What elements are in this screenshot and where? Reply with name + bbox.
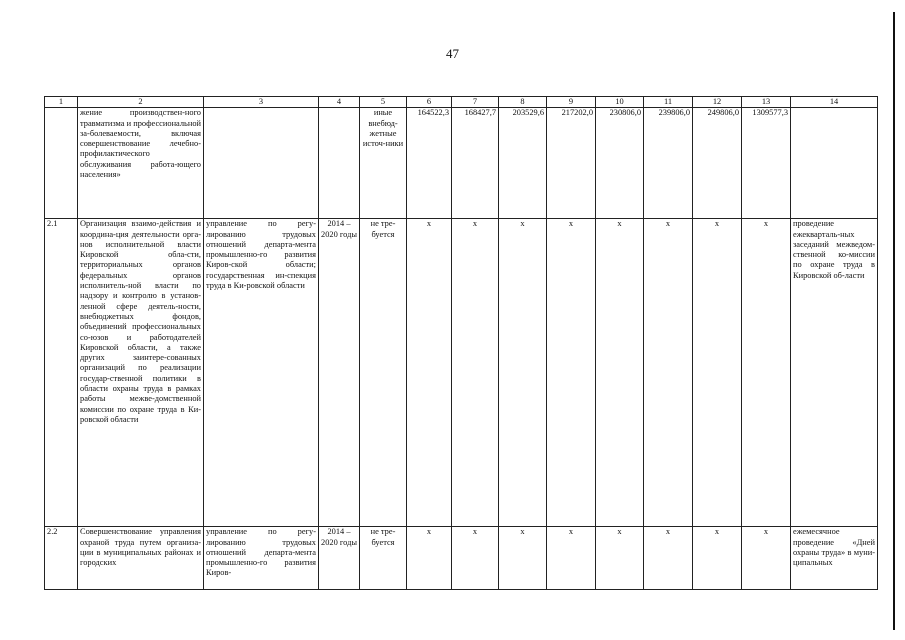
column-header: 12 (693, 97, 742, 108)
row-period: 2014 – 2020 годы (319, 219, 360, 527)
row-executor: управление по регу-лированию трудовых отношений департа-мента промышленно-го развития Киров-ской области; государственная ин-спекция труда в Ки-ровской области (204, 219, 319, 527)
column-header: 6 (407, 97, 452, 108)
row-result: проведение ежекварталь-ных заседаний межведом-ственной ко-миссии по охране труда в Кировской об-ласти (791, 219, 878, 527)
row-value: 203529,6 (499, 108, 547, 219)
table-row (45, 527, 878, 590)
column-header: 4 (319, 97, 360, 108)
row-value: x (547, 527, 596, 590)
column-header: 14 (791, 97, 878, 108)
column-header: 2 (78, 97, 204, 108)
row-value: x (644, 219, 693, 527)
column-header: 11 (644, 97, 693, 108)
row-value: x (547, 219, 596, 527)
row-result (791, 108, 878, 219)
column-header: 3 (204, 97, 319, 108)
column-header: 8 (499, 97, 547, 108)
row-value: x (407, 219, 452, 527)
row-executor-cell (204, 527, 319, 590)
row-value: x (407, 527, 452, 590)
row-value: x (742, 219, 791, 527)
column-header: 1 (45, 97, 78, 108)
header-row (45, 97, 878, 108)
table-row (45, 219, 878, 527)
row-name-cell (78, 527, 204, 590)
row-value: x (452, 527, 499, 590)
scan-edge-line (893, 12, 895, 630)
table-row (45, 108, 878, 219)
row-name: жение производствен-ного травматизма и профессиональной за-болеваемости, включая совершенствование лечебно-профилактического обслуживания работа-ющего населения» (78, 108, 204, 219)
row-value: 249806,0 (693, 108, 742, 219)
row-period: 2014 – 2020 годы (319, 527, 360, 590)
row-result-cell (791, 527, 878, 590)
row-value: 1309577,3 (742, 108, 791, 219)
row-value: x (742, 527, 791, 590)
row-name: Совершенствование управления охраной труда путем организа-ции в муниципальных районах и городских (80, 527, 201, 568)
row-value: 230806,0 (596, 108, 644, 219)
row-executor: управление по регу-лированию трудовых отношений департа-мента промышленно-го развития Киров- (206, 527, 316, 578)
row-value: x (644, 527, 693, 590)
row-period (319, 108, 360, 219)
row-value: 168427,7 (452, 108, 499, 219)
row-result: ежемесячное проведение «Дней охраны труда» в муни-ципальных (793, 527, 875, 568)
page-number: 47 (446, 46, 459, 61)
row-value: x (499, 219, 547, 527)
row-source: иные внебюд-жетные источ-ники (360, 108, 407, 219)
row-value: x (499, 527, 547, 590)
column-header: 9 (547, 97, 596, 108)
row-number: 2.2 (45, 527, 78, 590)
row-number: 2.1 (45, 219, 78, 527)
column-header: 5 (360, 97, 407, 108)
row-value: 239806,0 (644, 108, 693, 219)
row-value: x (596, 527, 644, 590)
column-header: 7 (452, 97, 499, 108)
row-name: Организация взаимо-действия и координа-ция деятельности орга-нов исполнительной власти Кировской обла-сти, территориальных органов федеральных органов исполнитель-ной власти по надзору и контролю в установ-ленной сфере деятель-ности, внебюджетных фондов, объединений профессиональных со-юзов и работодателей Кировской области, а также других заинтере-сованных организаций по реализации государ-ственной политики в области охраны труда в рамках работы межве-домственной комиссии по охране труда в Ки-ровской области (78, 219, 204, 527)
row-number (45, 108, 78, 219)
row-value: x (693, 527, 742, 590)
program-table (44, 96, 878, 590)
row-value: x (693, 219, 742, 527)
row-value: x (596, 219, 644, 527)
row-value: x (452, 219, 499, 527)
column-header: 10 (596, 97, 644, 108)
row-value: 217202,0 (547, 108, 596, 219)
column-header: 13 (742, 97, 791, 108)
row-executor (204, 108, 319, 219)
row-source: не тре-буется (360, 527, 407, 590)
row-value: 164522,3 (407, 108, 452, 219)
row-source: не тре-буется (360, 219, 407, 527)
